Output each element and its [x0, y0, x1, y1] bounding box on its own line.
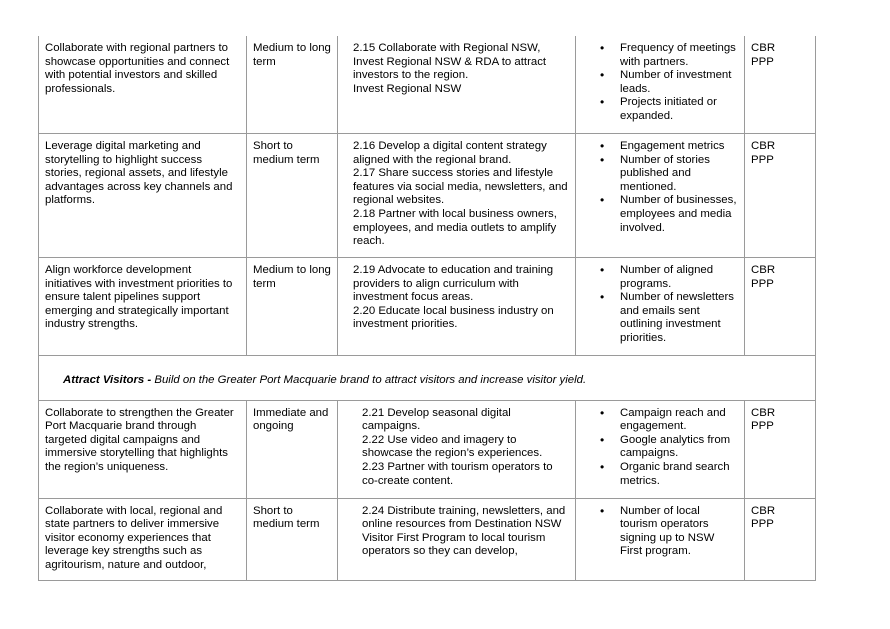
- timeframe-cell: Immediate and ongoing: [247, 400, 338, 498]
- metrics-list: [582, 264, 738, 346]
- action-plan-table: [38, 36, 816, 581]
- actions-cell: [338, 400, 576, 498]
- timeframe-cell: Medium to long term: [247, 258, 338, 356]
- owner-cell: [745, 400, 816, 498]
- timeframe-cell: Short to medium term: [247, 498, 338, 580]
- owner-cell: [745, 498, 816, 580]
- timeframe-cell: Medium to long term: [247, 36, 338, 134]
- actions-cell: [338, 36, 576, 134]
- metric-item: • Campaign reach and engagement.: [620, 407, 738, 434]
- metrics-cell: [576, 258, 745, 356]
- metrics-list: [582, 505, 738, 559]
- metric-item: • Organic brand search metrics.: [620, 461, 738, 488]
- section-title: Attract Visitors: [63, 374, 145, 386]
- owner-code: CBR: [751, 140, 776, 152]
- action-item: 2.22 Use video and imagery to showcase the region’s experiences.: [362, 433, 543, 460]
- metric-item: • Google analytics from campaigns.: [620, 434, 738, 461]
- action-item: 2.19 Advocate to education and training providers to align curriculum with investment focus areas.: [353, 264, 554, 304]
- owner-code: PPP: [751, 55, 774, 68]
- owner-code: PPP: [751, 153, 774, 166]
- action-item: 2.18 Partner with local business owners, employees, and media outlets to amplify reach.: [353, 207, 557, 248]
- metrics-list: [582, 140, 738, 235]
- objective-cell: Collaborate with regional partners to showcase opportunities and connect with potential investors and skilled professionals.: [39, 36, 247, 134]
- owner-code: CBR: [751, 406, 776, 419]
- table-row: [39, 134, 816, 258]
- action-item: 2.21 Develop seasonal digital campaigns.: [362, 406, 511, 433]
- table-row: [39, 36, 816, 134]
- table-row: [39, 400, 816, 498]
- timeframe-cell: Short to medium term: [247, 134, 338, 258]
- owner-code: PPP: [751, 518, 774, 531]
- actions-cell: [338, 498, 576, 580]
- section-description: Build on the Greater Port Macquarie brand to attract visitors and increase visitor yield.: [154, 374, 587, 386]
- action-item: 2.23 Partner with tourism operators to co-create content.: [362, 460, 553, 487]
- table-row: [39, 498, 816, 580]
- action-item: 2.17 Share success stories and lifestyle features via social media, newsletters, and regional websites.: [353, 167, 568, 207]
- objective-cell: Collaborate with local, regional and state partners to deliver immersive visitor economy experiences that leverage key strengths such as agritourism, nature and outdoor,: [39, 498, 247, 580]
- owner-cell: [745, 258, 816, 356]
- metric-item: • Number of newsletters and emails sent outlining investment priorities.: [620, 291, 738, 345]
- action-item: Invest Regional NSW: [353, 82, 462, 95]
- actions-cell: [338, 258, 576, 356]
- metrics-list: [582, 42, 738, 124]
- objective-cell: Align workforce development initiatives with investment priorities to ensure talent pipelines support emerging and strategically important industry strengths.: [39, 258, 247, 356]
- owner-code: CBR: [751, 42, 776, 54]
- metric-item: • Engagement metrics: [620, 140, 738, 154]
- metric-item: • Number of businesses, employees and media involved.: [620, 194, 738, 235]
- metric-item: • Number of aligned programs.: [620, 264, 738, 291]
- action-item: 2.20 Educate local business industry on investment priorities.: [353, 304, 554, 331]
- actions-cell: [338, 134, 576, 258]
- metric-item: • Number of local tourism operators signing up to NSW First program.: [620, 505, 738, 559]
- metric-item: • Projects initiated or expanded.: [620, 96, 738, 123]
- section-header: [39, 356, 816, 401]
- metric-item: • Number of stories published and mentioned.: [620, 154, 738, 195]
- metrics-cell: [576, 134, 745, 258]
- metrics-cell: [576, 36, 745, 134]
- metric-item: • Frequency of meetings with partners.: [620, 42, 738, 69]
- objective-cell: Leverage digital marketing and storytelling to highlight success stories, regional assets, and lifestyle advantages across key channels and platforms.: [39, 134, 247, 258]
- action-item: 2.24 Distribute training, newsletters, and online resources from Destination NSW Visitor First Program to local tourism operators so they can develop,: [362, 504, 566, 558]
- owner-cell: [745, 36, 816, 134]
- objective-cell: Collaborate to strengthen the Greater Port Macquarie brand through targeted digital campaigns and immersive storytelling that highlights the region’s uniqueness.: [39, 400, 247, 498]
- table-row: [39, 258, 816, 356]
- metrics-cell: [576, 498, 745, 580]
- action-item: 2.16 Develop a digital content strategy aligned with the regional brand.: [353, 140, 547, 166]
- owner-code: CBR: [751, 264, 776, 276]
- owner-code: PPP: [751, 277, 774, 290]
- section-header-row: [39, 356, 816, 401]
- section-separator: -: [144, 374, 155, 386]
- owner-cell: [745, 134, 816, 258]
- metric-item: • Number of investment leads.: [620, 69, 738, 96]
- metrics-list: [582, 407, 738, 489]
- metrics-cell: [576, 400, 745, 498]
- action-item: 2.15 Collaborate with Regional NSW, Invest Regional NSW & RDA to attract investors to the region.: [353, 42, 547, 82]
- owner-code: CBR: [751, 504, 776, 517]
- owner-code: PPP: [751, 420, 774, 433]
